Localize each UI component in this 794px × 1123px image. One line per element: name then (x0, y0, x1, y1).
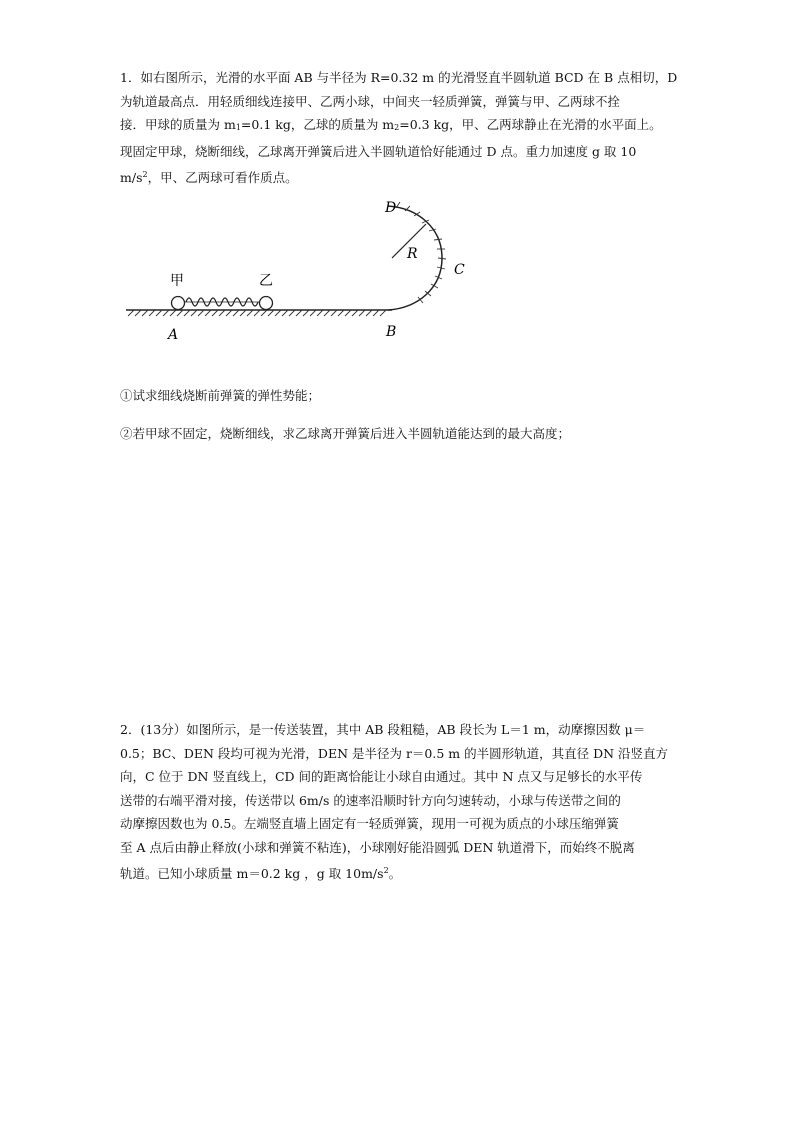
q2-line-5: 动摩擦因数也为 0.5。左端竖直墙上固定有一轻质弹簧，现用一可视为质点的小球压缩弹簧 (120, 816, 619, 831)
question-1-text (120, 66, 676, 190)
label-D: D (385, 200, 397, 216)
q2-line-7: 轨道。已知小球质量 m＝0.2 kg ，g 取 $10m/s^2$。 (120, 866, 402, 881)
q2-line-2: 0.5；BC、DEN 段均可视为光滑，DEN 是半径为 r＝0.5 m 的半圆形轨道，其直径 DN 沿竖直方 (120, 745, 669, 761)
label-jia: 甲 (170, 273, 184, 289)
q1-line-3: 接．甲球的质量为 $m_1=0.1$ kg，乙球的质量为 $m_2=0.3$ kg，甲、乙两球静止在光滑的水平面上。 (120, 117, 662, 132)
ground-hatching (128, 310, 386, 316)
q1-line-4: 现固定甲球，烧断细线，乙球离开弹簧后进入半圆轨道恰好能通过 D 点。重力加速度 g 取 10 (120, 143, 637, 159)
track-diagram (120, 196, 500, 346)
label-yi: 乙 (259, 273, 273, 289)
label-R: R (407, 246, 418, 262)
q2-line-3: 向，C 位于 DN 竖直线上，CD 间的距离恰能让小球自由通过。其中 N 点又与足够长的水平传 (120, 769, 643, 784)
q1-subquestion-1: ①试求细线烧断前弹簧的弹性势能； (120, 388, 321, 403)
q1-line-2: 为轨道最高点．用轻质细线连接甲、乙两小球，中间夹一轻质弹簧，弹簧与甲、乙两球不拴 (120, 93, 621, 109)
q1-line-5: $m/s^2$，甲、乙两球可看作质点。 (120, 170, 298, 185)
q2-line-6: 至 A 点后由静止释放(小球和弹簧不粘连)，小球刚好能沿圆弧 DEN 轨道滑下，而始终不脱离 (120, 839, 635, 855)
ball-jia (172, 297, 185, 310)
label-A: A (168, 327, 179, 343)
label-C: C (454, 262, 465, 278)
q2-line-1: 2．(13分）如图所示，是一传送装置，其中 AB 段粗糙，AB 段长为 L＝1 m，动摩擦因数 μ＝ (120, 722, 646, 737)
q2-line-4: 送带的右端平滑对接，传送带以 6m/s 的速率沿顺时针方向匀速转动，小球与传送带之间的 (120, 792, 621, 808)
question-2-text (120, 718, 676, 886)
q1-line-1: 1．如右图所示，光滑的水平面 AB 与半径为 R=0.32 m 的光滑竖直半圆轨道 BCD 在 B 点相切，D (120, 70, 678, 85)
q1-subquestion-2: ②若甲球不固定，烧断细线，求乙球离开弹簧后进入半圆轨道能达到的最大高度； (120, 426, 571, 441)
ball-yi (260, 297, 273, 310)
label-B: B (386, 324, 397, 340)
